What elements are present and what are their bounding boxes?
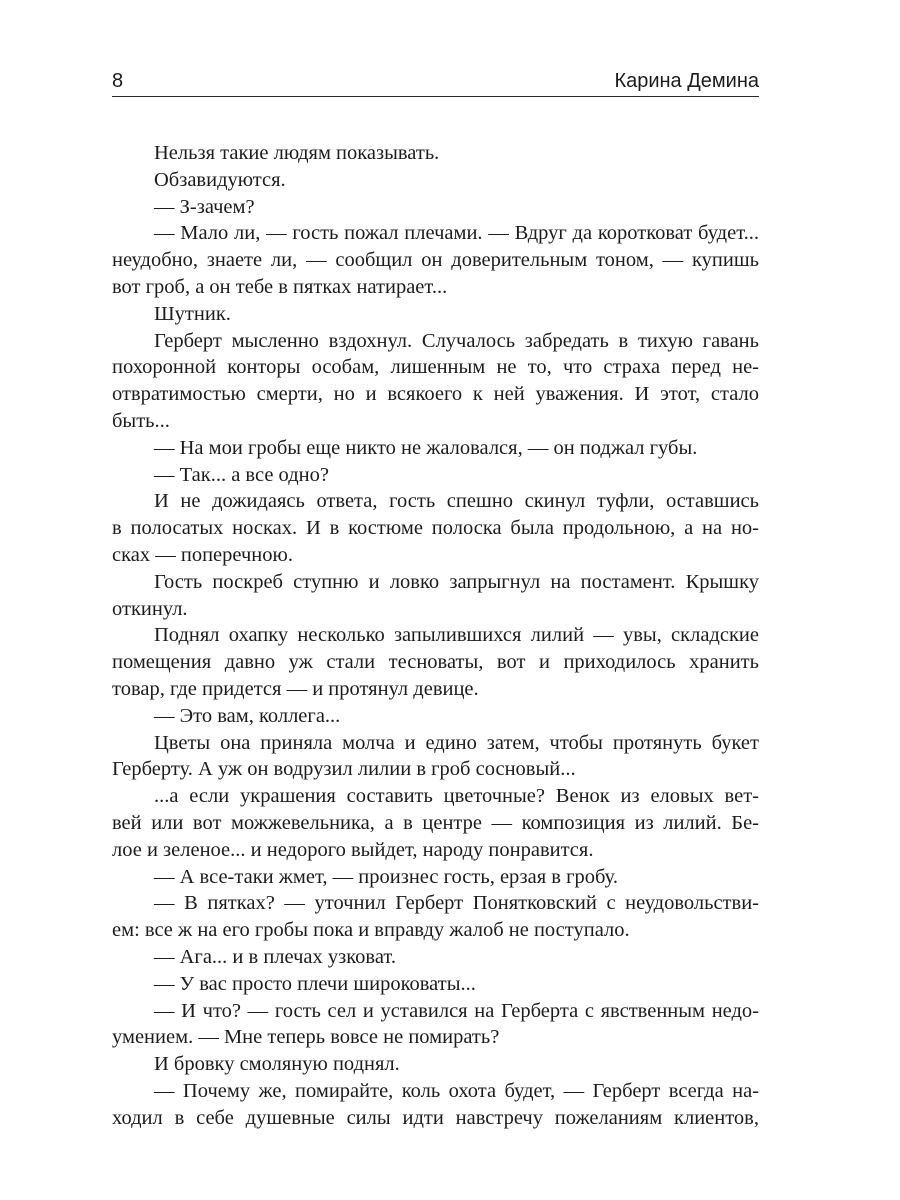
running-header <box>112 62 759 97</box>
text-line: И бровку смоляную поднял. <box>154 1053 400 1076</box>
text-line: Цветы она приняла молча и едино затем, чтобы протянуть букет <box>154 731 759 754</box>
text-line: сках — поперечною. <box>112 543 293 566</box>
text-line: отвратимостью смерти, но и всякоего к ней уважения. И этот, стало <box>112 383 759 406</box>
text-line: Герберту. А уж он водрузил лилии в гроб сосновый... <box>112 758 576 781</box>
text-line: — А все-таки жмет, — произнес гость, ерзая в гробу. <box>154 865 618 888</box>
text-line: откинул. <box>112 597 188 620</box>
text-line: — Почему же, помирайте, коль охота будет, — Герберт всегда на- <box>154 1079 759 1102</box>
text-line: — У вас просто плечи широковаты... <box>154 972 476 995</box>
text-line: И не дожидаясь ответа, гость спешно скинул туфли, оставшись <box>154 490 759 513</box>
text-line: Нельзя такие людям показывать. <box>154 142 440 164</box>
text-line: — На мои гробы еще никто не жаловался, — он поджал губы. <box>154 436 698 459</box>
text-line: ем: все ж на его гробы пока и вправду жалоб не поступало. <box>112 919 630 942</box>
text-line: быть... <box>112 409 170 432</box>
body-text <box>112 140 759 1131</box>
text-line: — И что? — гость сел и уставился на Герберта с явственным недо- <box>154 999 759 1022</box>
running-title-author: Карина Демина <box>614 70 759 92</box>
text-line: товар, где придется — и протянул девице. <box>112 677 479 700</box>
text-line: вот гроб, а он тебе в пятках натирает... <box>112 275 448 298</box>
text-line: вей или вот можжевельника, а в центре — композиция из лилий. Бе- <box>112 811 759 834</box>
text-line: — Это вам, коллега... <box>154 704 341 727</box>
page-number: 8 <box>112 70 124 92</box>
text-line: — Мало ли, — гость пожал плечами. — Вдруг да коротковат будет... <box>154 222 759 245</box>
text-line: помещения давно уж стали тесноваты, вот и приходилось хранить <box>112 651 759 674</box>
text-line: — Так... а все одно? <box>154 463 329 486</box>
text-line: ходил в себе душевные силы идти навстречу пожеланиям клиентов, <box>112 1106 759 1129</box>
text-line: — З-зачем? <box>154 195 255 218</box>
text-line: похоронной конторы особам, лишенным не то, что страха перед не- <box>112 356 759 379</box>
text-line: Шутник. <box>154 302 231 325</box>
text-line: — В пятках? — уточнил Герберт Понятковский с неудовольстви- <box>154 892 759 915</box>
text-line: Поднял охапку несколько запылившихся лилий — увы, складские <box>154 624 759 647</box>
text-line: в полосатых носках. И в костюме полоска была продольною, а на но- <box>112 517 759 540</box>
text-line: неудобно, знаете ли, — сообщил он доверительным тоном, — купишь <box>112 249 759 272</box>
text-line: ...а если украшения составить цветочные? Венок из еловых вет- <box>154 785 759 808</box>
text-line: лое и зеленое... и недорого выйдет, народу понравится. <box>112 838 594 861</box>
text-line: Обзавидуются. <box>154 168 286 191</box>
text-line: Гость поскреб ступню и ловко запрыгнул на постамент. Крышку <box>154 570 759 593</box>
text-line: умением. — Мне теперь вовсе не помирать? <box>112 1026 500 1049</box>
text-line: Герберт мысленно вздохнул. Случалось забредать в тихую гавань <box>154 329 759 352</box>
text-line: — Ага... и в плечах узковат. <box>154 945 396 968</box>
